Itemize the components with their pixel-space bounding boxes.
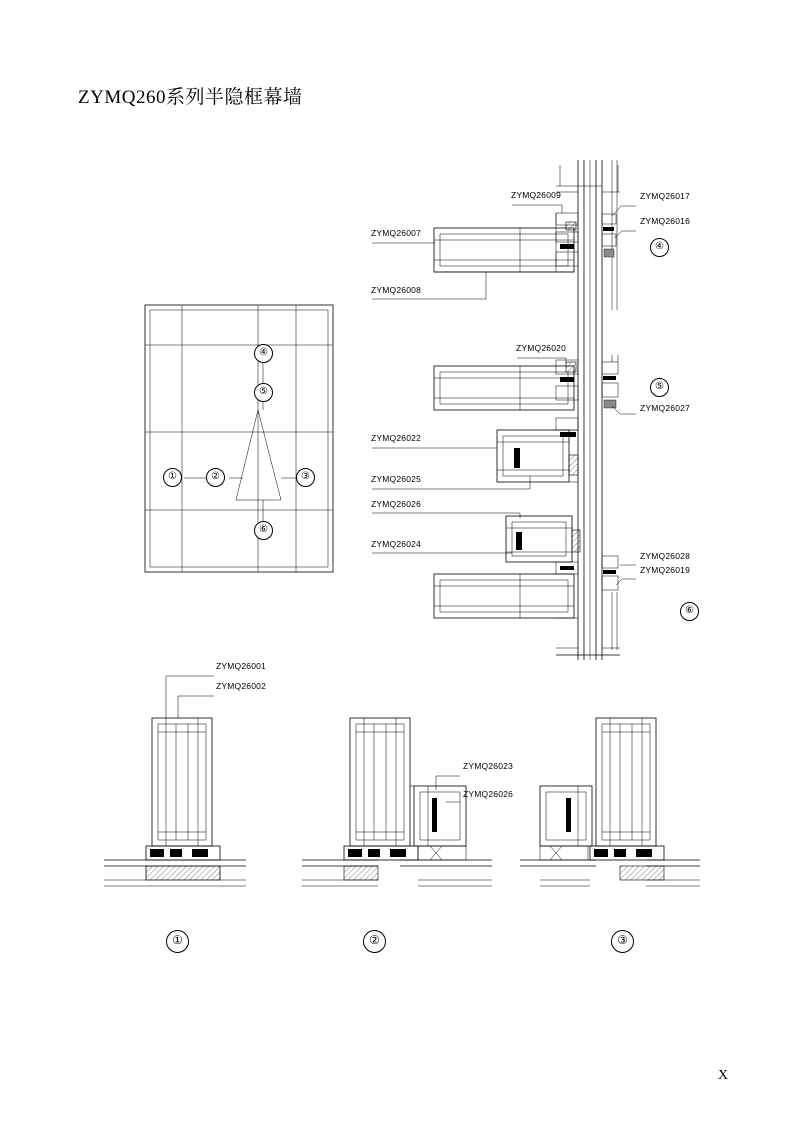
elevation-marker-5: ⑤ [254, 383, 273, 402]
section-marker-4: ④ [650, 238, 669, 257]
callout-zymq26020: ZYMQ26020 [516, 343, 566, 353]
section-marker-5: ⑤ [650, 378, 669, 397]
section-detail-6 [434, 516, 620, 655]
horizontal-section-2 [302, 718, 492, 886]
callout-zymq26022: ZYMQ26022 [371, 433, 421, 443]
section-detail-5 [434, 355, 618, 482]
horizontal-marker-2: ② [363, 930, 386, 953]
section-detail-4 [434, 160, 620, 660]
callout-zymq26019: ZYMQ26019 [640, 565, 690, 575]
callout-zymq26026-vertical: ZYMQ26026 [371, 499, 421, 509]
callout-zymq26023: ZYMQ26023 [463, 761, 513, 771]
elevation-marker-6: ⑥ [254, 521, 273, 540]
elevation-marker-3: ③ [296, 468, 315, 487]
callout-zymq26002: ZYMQ26002 [216, 681, 266, 691]
sheet-corner-mark: X [718, 1068, 729, 1083]
callout-zymq26009: ZYMQ26009 [511, 190, 561, 200]
callout-zymq26028: ZYMQ26028 [640, 551, 690, 561]
horizontal-section-3 [520, 718, 700, 886]
elevation-marker-2: ② [206, 468, 225, 487]
callout-zymq26027: ZYMQ26027 [640, 403, 690, 413]
callout-leaders-vertical [372, 205, 636, 585]
horizontal-marker-1: ① [166, 930, 189, 953]
callout-zymq26016: ZYMQ26016 [640, 216, 690, 226]
elevation-marker-1: ① [163, 468, 182, 487]
callout-zymq26017: ZYMQ26017 [640, 191, 690, 201]
elevation-grid [145, 305, 333, 572]
horizontal-marker-3: ③ [611, 930, 634, 953]
section-marker-6: ⑥ [680, 602, 699, 621]
elevation-marker-4: ④ [254, 344, 273, 363]
callout-zymq26008: ZYMQ26008 [371, 285, 421, 295]
callout-zymq26026-horizontal: ZYMQ26026 [463, 789, 513, 799]
callout-zymq26007: ZYMQ26007 [371, 228, 421, 238]
callout-zymq26024: ZYMQ26024 [371, 539, 421, 549]
horizontal-section-1 [104, 676, 246, 886]
callout-zymq26025: ZYMQ26025 [371, 474, 421, 484]
page-title: ZYMQ260系列半隐框幕墙 [78, 87, 303, 108]
callout-zymq26001: ZYMQ26001 [216, 661, 266, 671]
